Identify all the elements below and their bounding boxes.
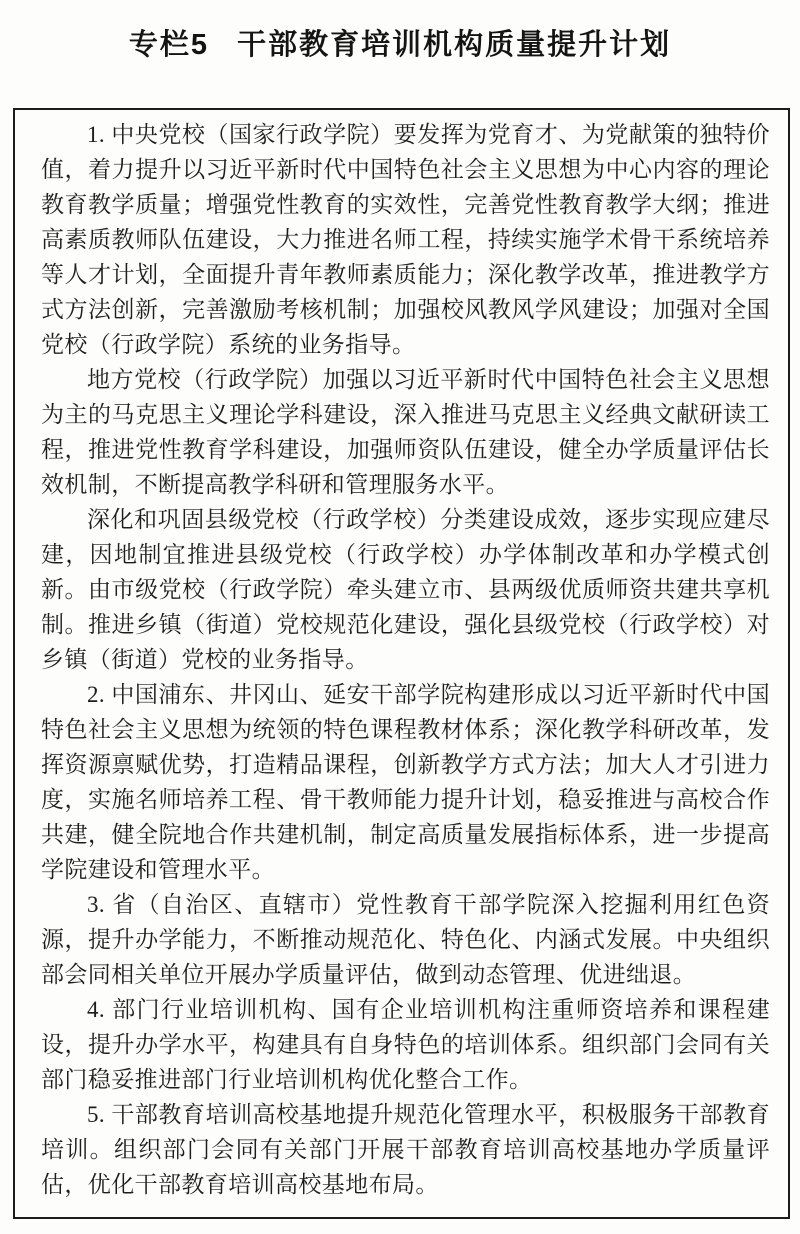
paragraph-item-3: 3. 省（自治区、直辖市）党性教育干部学院深入挖掘利用红色资源，提升办学能力，不断推动规范化、特色化、内涵式发展。中央组织部会同相关单位开展办学质量评估，做到动态管理、优进绌退。 [41,892,770,987]
content-box [13,108,790,1219]
paragraph-item-5: 5. 干部教育培训高校基地提升规范化管理水平，积极服务干部教育培训。组织部门会同有关部门开展干部教育培训高校基地办学质量评估，优化干部教育培训高校基地布局。 [41,1102,770,1197]
page-title [0,22,800,63]
paragraph-item-2: 2. 中国浦东、井冈山、延安干部学院构建形成以习近平新时代中国特色社会主义思想为统领的特色课程教材体系；深化教学科研改革，发挥资源禀赋优势，打造精品课程，创新教学方式方法；加大人才引进力度，实施名师培养工程、骨干教师能力提升计划，稳妥推进与高校合作共建，健全院地合作共建机制，制定高质量发展指标体系，进一步提高学院建设和管理水平。 [41,682,770,882]
column-label: 专栏5 [128,29,210,61]
paragraph-item-4: 4. 部门行业培训机构、国有企业培训机构注重师资培养和课程建设，提升办学水平，构建具有自身特色的培训体系。组织部门会同有关部门稳妥推进部门行业培训机构优化整合工作。 [41,997,770,1092]
column-title-text: 干部教育培训机构质量提升计划 [237,29,672,61]
paragraph-local-schools: 地方党校（行政学院）加强以习近平新时代中国特色社会主义思想为主的马克思主义理论学科建设，深入推进马克思主义经典文献研读工程，推进党性教育学科建设，加强师资队伍建设，健全办学质量评估长效机制，不断提高教学科研和管理服务水平。 [41,367,770,497]
paragraph-county-schools: 深化和巩固县级党校（行政学校）分类建设成效，逐步实现应建尽建，因地制宜推进县级党校（行政学校）办学体制改革和办学模式创新。由市级党校（行政学院）牵头建立市、县两级优质师资共建共享机制。推进乡镇（街道）党校规范化建设，强化县级党校（行政学校）对乡镇（街道）党校的业务指导。 [41,507,770,672]
paragraph-item-1: 1. 中央党校（国家行政学院）要发挥为党育才、为党献策的独特价值，着力提升以习近平新时代中国特色社会主义思想为中心内容的理论教育教学质量；增强党性教育的实效性，完善党性教育教学大纲；推进高素质教师队伍建设，大力推进名师工程，持续实施学术骨干系统培养等人才计划，全面提升青年教师素质能力；深化教学改革，推进教学方式方法创新，完善激励考核机制；加强校风教风学风建设；加强对全国党校（行政学院）系统的业务指导。 [41,122,770,357]
